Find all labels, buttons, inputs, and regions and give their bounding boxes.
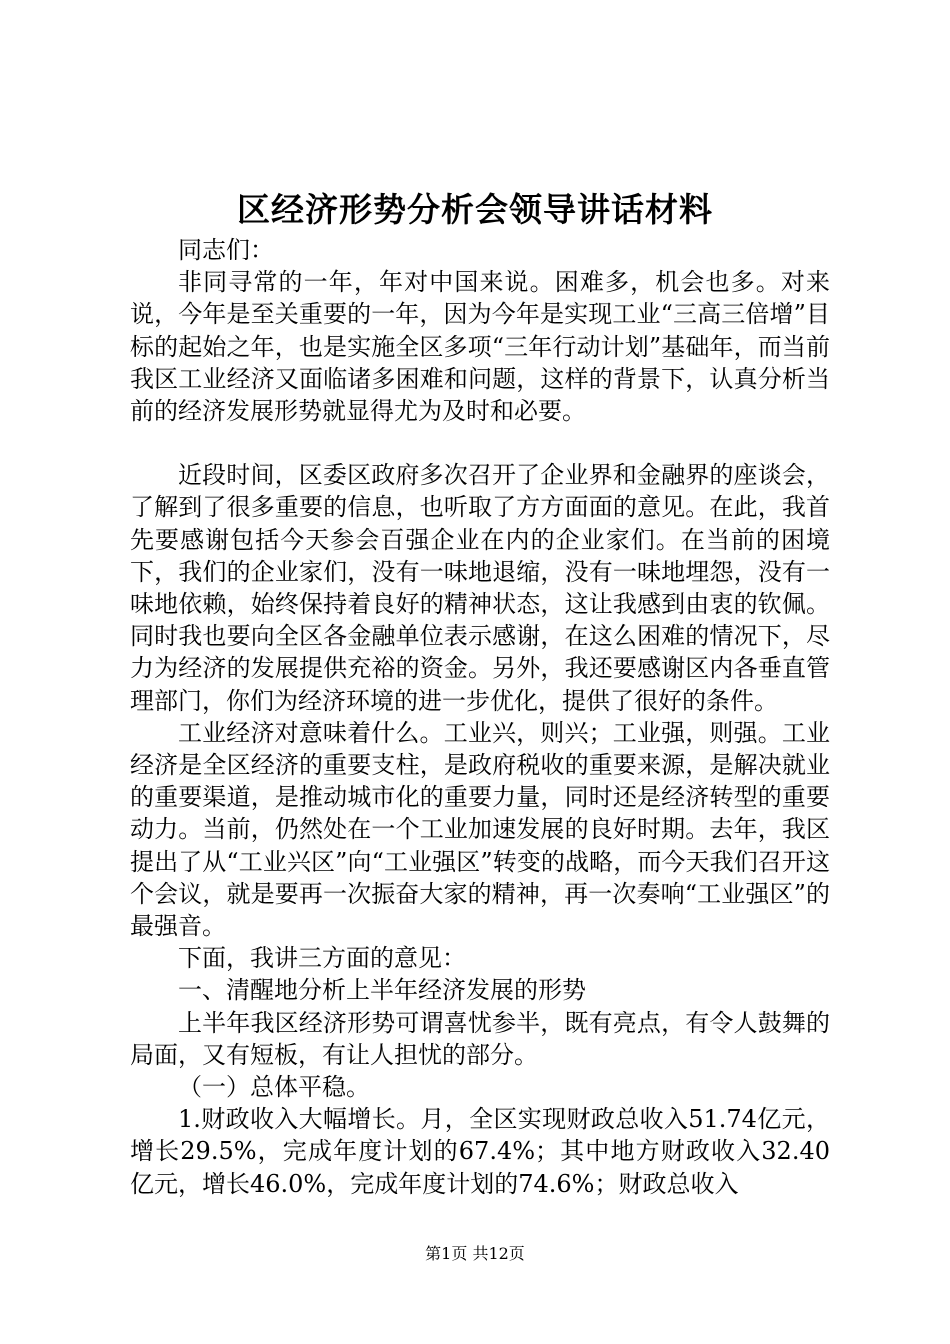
body-paragraph: 1.财政收入大幅增长。月，全区实现财政总收入51.74亿元，增长29.5%，完成年度计划的67.4%；其中地方财政收入32.40亿元，增长46.0%，完成年度计划的74.6%；财政总收入 [130,1105,830,1198]
body-paragraph: 工业经济对意味着什么。工业兴，则兴；工业强，则强。工业经济是全区经济的重要支柱，是政府税收的重要来源，是解决就业的重要渠道，是推动城市化的重要力量，同时还是经济转型的重要动力。当前，仍然处在一个工业加速发展的良好时期。去年，我区提出了从“工业兴区”向“工业强区”转变的战略，而今天我们召开这个会议，就是要再一次振奋大家的精神，再一次奏响“工业强区”的最强音。 [130,718,830,941]
document-title: 区经济形势分析会领导讲话材料 [237,190,713,229]
body-paragraph: 近段时间，区委区政府多次召开了企业界和金融界的座谈会，了解到了很多重要的信息，也听取了方方面面的意见。在此，我首先要感谢包括今天参会百强企业在内的企业家们。在当前的困境下，我们的企业家们，没有一味地退缩，没有一味地埋怨，没有一味地依赖，始终保持着良好的精神状态，这让我感到由衷的钦佩。同时我也要向全区各金融单位表示感谢，在这么困难的情况下，尽力为经济的发展提供充裕的资金。另外，我还要感谢区内各垂直管理部门，你们为经济环境的进一步优化，提供了很好的条件。 [130,461,830,715]
salutation-paragraph: 同志们： [178,236,274,264]
document-body [130,234,830,1200]
body-paragraph: 上半年我区经济形势可谓喜忧参半，既有亮点，有令人鼓舞的局面，又有短板，有让人担忧的部分。 [130,1008,830,1069]
body-paragraph: 非同寻常的一年，年对中国来说。困难多，机会也多。对来说，今年是至关重要的一年，因为今年是实现工业“三高三倍增”目标的起始之年，也是实施全区多项“三年行动计划”基础年，而当前我区工业经济又面临诸多困难和问题，这样的背景下，认真分析当前的经济发展形势就显得尤为及时和必要。 [130,268,830,426]
page-footer: 第1页 共12页 [425,1244,525,1263]
subsection-heading: （一）总体平稳。 [178,1073,370,1102]
section-heading: 一、清醒地分析上半年经济发展的形势 [178,976,586,1005]
body-paragraph: 下面，我讲三方面的意见： [178,944,466,973]
